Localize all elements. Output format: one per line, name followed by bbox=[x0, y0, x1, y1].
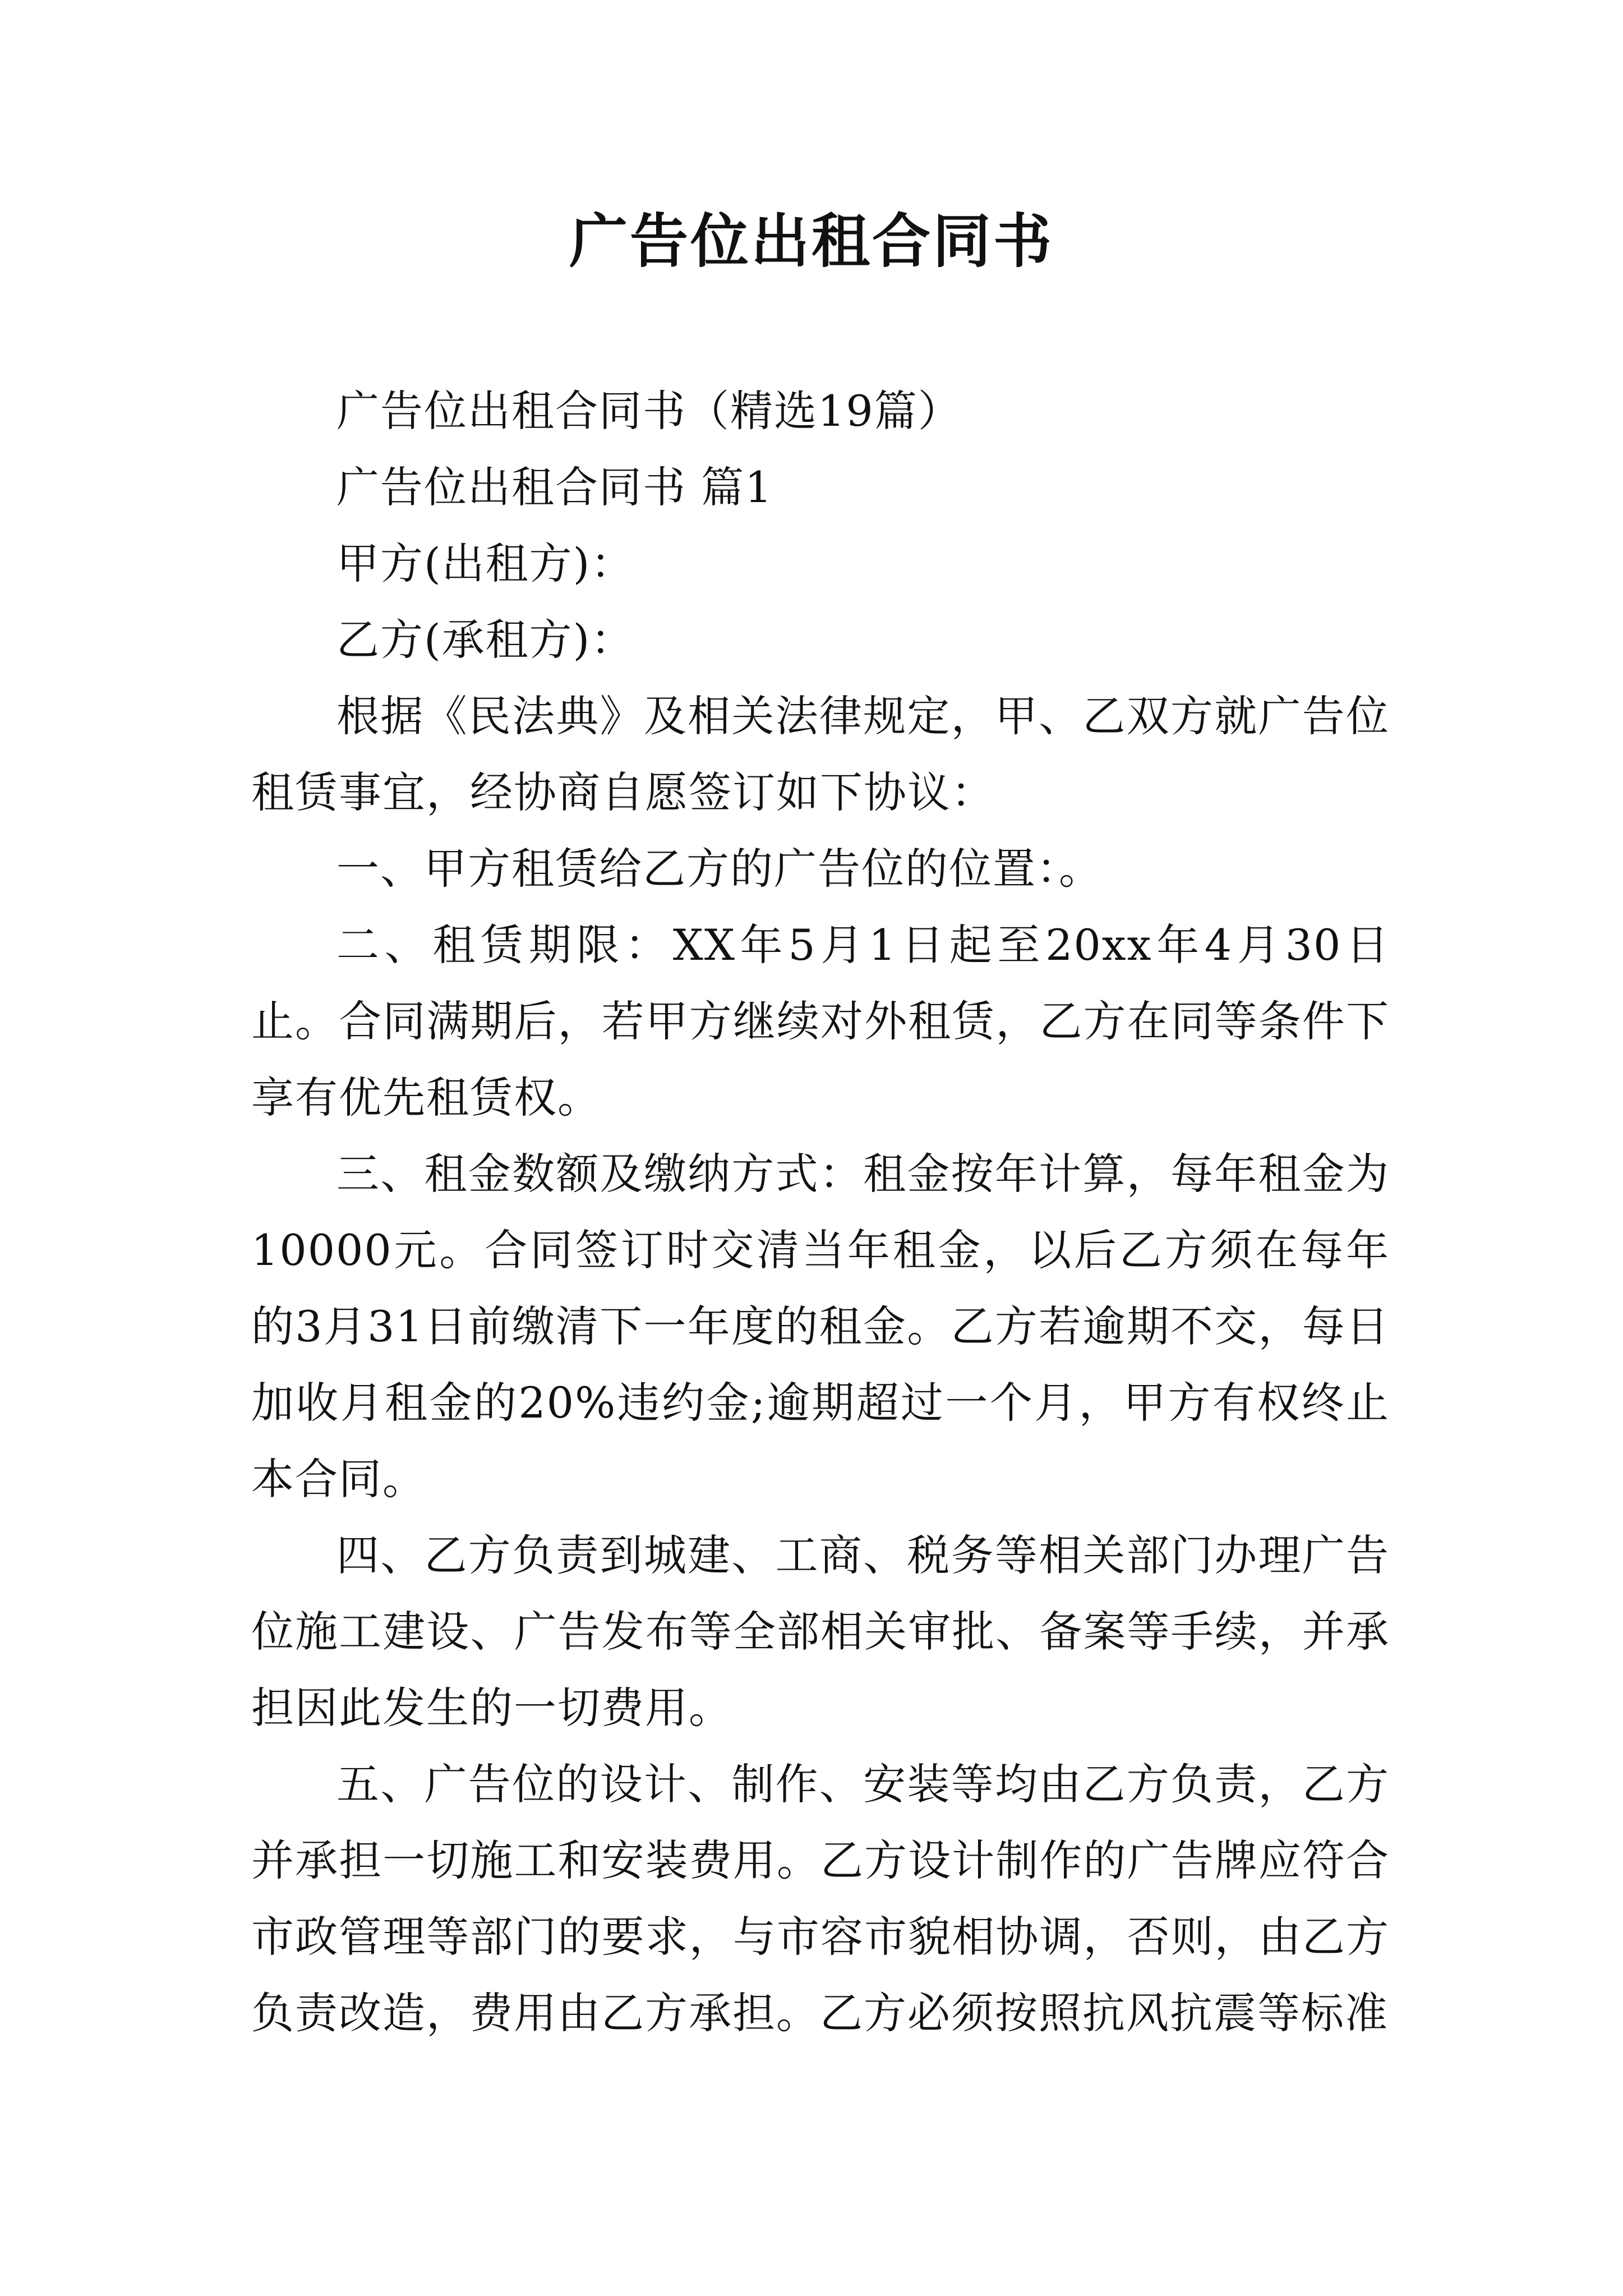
paragraph-clause-4: 四、乙方负责到城建、工商、税务等相关部门办理广告位施工建设、广告发布等全部相关审批、备案等手续，并承担因此发生的一切费用。 bbox=[251, 1530, 1390, 1733]
paragraph-collection-heading: 广告位出租合同书（精选19篇） bbox=[336, 386, 962, 436]
paragraph-clause-5: 五、广告位的设计、制作、安装等均由乙方负责，乙方并承担一切施工和安装费用。乙方设计制作的广告牌应符合市政管理等部门的要求，与市容市貌相协调，否则，由乙方负责改造，费用由乙方承担。乙方必须按照抗风抗震等标准 bbox=[251, 1759, 1390, 2038]
paragraph-clause-2: 二、租赁期限：XX年5月1日起至20xx年4月30日止。合同满期后，若甲方继续对外租赁，乙方在同等条件下享有优先租赁权。 bbox=[251, 920, 1390, 1122]
paragraph-clause-1: 一、甲方租赁给乙方的广告位的位置：。 bbox=[336, 844, 1103, 894]
document-title: 广告位出租合同书 bbox=[569, 207, 1054, 275]
paragraph-preamble: 根据《民法典》及相关法律规定，甲、乙双方就广告位租赁事宜，经协商自愿签订如下协议： bbox=[251, 691, 1390, 817]
paragraph-section-heading: 广告位出租合同书 篇1 bbox=[336, 462, 773, 512]
paragraph-clause-3: 三、租金数额及缴纳方式：租金按年计算，每年租金为10000元。合同签订时交清当年租金，以后乙方须在每年的3月31日前缴清下一年度的租金。乙方若逾期不交，每日加收月租金的20%违约金;逾期超过一个月，甲方有权终止本合同。 bbox=[251, 1149, 1390, 1504]
paragraph-party-a: 甲方(出租方)： bbox=[336, 539, 635, 588]
paragraph-party-b: 乙方(承租方)： bbox=[336, 615, 635, 665]
document-body bbox=[251, 373, 1390, 2051]
